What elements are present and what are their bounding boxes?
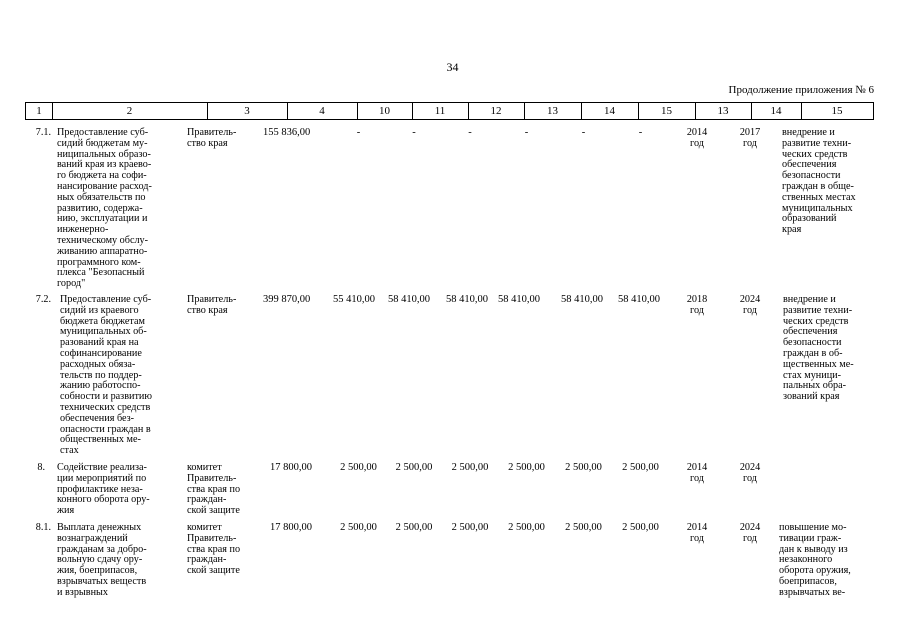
row-start-year: 2018 год	[686, 294, 708, 316]
row-value-12: 58 410,00	[446, 294, 488, 305]
row-value-10: -	[356, 127, 361, 138]
row-name: Содействие реализа- ции мероприятий по профилактике неза- конного оборота ору- жия	[57, 462, 150, 517]
row-value-11: 58 410,00	[388, 294, 430, 305]
header-cell: 14	[770, 105, 782, 117]
table-header	[25, 102, 874, 120]
row-executor: комитет Правитель- ства края по граждан- ской защите	[187, 522, 241, 577]
header-cell: 15	[661, 105, 672, 117]
row-value-15: -	[638, 127, 643, 138]
header-cell: 12	[490, 105, 502, 117]
row-value-11: 2 500,00	[395, 522, 433, 533]
header-cell: 1	[36, 105, 42, 117]
row-total: 17 800,00	[270, 462, 312, 473]
row-executor: Правитель- ство края	[187, 294, 237, 316]
header-cell: 4	[319, 105, 325, 117]
row-executor: комитет Правитель- ства края по граждан- ской защите	[187, 462, 241, 517]
header-cell: 10	[379, 105, 390, 117]
row-name: Предоставление суб- сидий бюджетам му- ниципальных образо- ваний края из краево- го бюджета на софи- нансирование расход- ных обязательств по развитию, содержа- нию, эксплуатации и инженерно- техническому обслу- живанию аппаратно- программного ком- плекса "Безопасный город"	[57, 127, 152, 290]
row-end-year: 2024 год	[739, 522, 761, 544]
row-id: 8.	[37, 462, 45, 473]
row-value-13: 58 410,00	[498, 294, 540, 305]
header-cell: 13	[547, 105, 558, 117]
row-value-10: 2 500,00	[340, 522, 377, 533]
row-value-10: 55 410,00	[333, 294, 375, 305]
row-start-year: 2014 год	[686, 127, 708, 149]
row-total: 17 800,00	[270, 522, 312, 533]
row-total: 155 836,00	[263, 127, 311, 138]
header-cell: 2	[126, 105, 133, 117]
header-cell: 3	[244, 105, 250, 117]
row-start-year: 2014 год	[686, 462, 708, 484]
row-end-year: 2017 год	[739, 127, 761, 149]
row-value-14: 58 410,00	[561, 294, 603, 305]
header-cell: 13	[717, 105, 729, 117]
row-value-15: 2 500,00	[622, 522, 659, 533]
row-value-13: 2 500,00	[508, 522, 545, 533]
row-end-year: 2024 год	[739, 462, 761, 484]
row-result: повышение мо- тивации граж- дан к выводу из незаконного оборота оружия, боеприпасов, взрывчатых ве-	[779, 522, 851, 598]
row-id: 8.1.	[35, 522, 51, 533]
row-total: 399 870,00	[263, 294, 311, 305]
row-value-15: 58 410,00	[618, 294, 660, 305]
row-value-14: 2 500,00	[565, 522, 602, 533]
header-cell: 11	[434, 105, 446, 117]
page-number: 34	[446, 60, 459, 74]
row-value-10: 2 500,00	[340, 462, 377, 473]
row-name: Выплата денежных вознаграждений гражданам за добро- вольную сдачу ору- жия, боеприпасов, взрывчатых веществ и взрывных	[57, 522, 147, 598]
row-value-13: -	[524, 127, 529, 138]
row-end-year: 2024 год	[739, 294, 761, 316]
row-id: 7.2.	[35, 294, 51, 305]
row-name: Предоставление суб- сидий из краевого бюджета бюджетам муниципальных об- разований края на софинансирование расходных обяза- тельств по поддер- жанию работоспо- собности и развитию технических средств обеспечения без- опасности граждан в общественных ме- стах	[60, 294, 152, 457]
row-value-13: 2 500,00	[508, 462, 545, 473]
row-value-14: 2 500,00	[565, 462, 602, 473]
header-cell: 15	[831, 105, 843, 117]
row-value-15: 2 500,00	[622, 462, 659, 473]
row-value-12: 2 500,00	[451, 522, 489, 533]
row-executor: Правитель- ство края	[187, 127, 237, 149]
row-value-11: 2 500,00	[395, 462, 433, 473]
row-start-year: 2014 год	[686, 522, 708, 544]
row-result: внедрение и развитие техни- ческих средств обеспечения безопасности граждан в об- щественных ме- стах муници- пальных обра- зований края	[783, 294, 854, 403]
header-cell: 14	[604, 105, 615, 117]
row-value-12: 2 500,00	[451, 462, 489, 473]
row-value-11: -	[412, 127, 416, 138]
row-value-12: -	[468, 127, 472, 138]
row-value-14: -	[581, 127, 586, 138]
row-result: внедрение и развитие техни- ческих средств обеспечения безопасности граждан в обще- ственных местах муниципальных образований края	[782, 127, 856, 236]
continuation-label: Продолжение приложения № 6	[728, 84, 874, 96]
row-id: 7.1.	[35, 127, 51, 138]
